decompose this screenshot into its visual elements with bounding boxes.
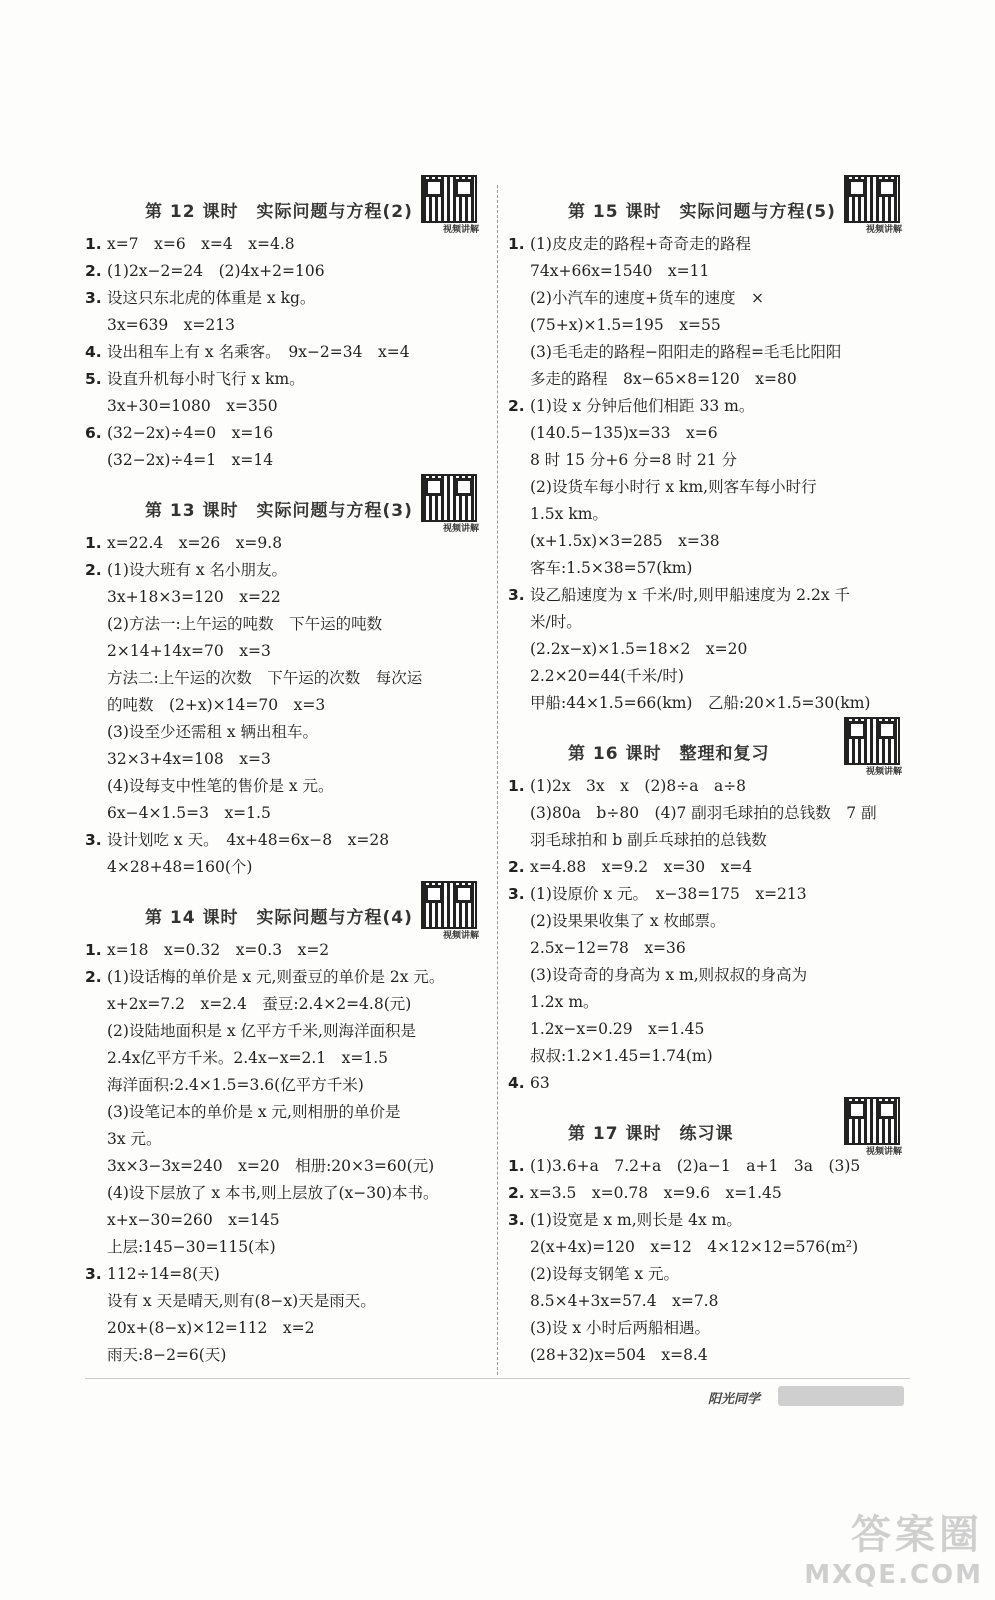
answer-text: x=7 x=6 x=4 x=4.8 [107,235,295,253]
answer-line [508,1153,908,1180]
qr-caption: 视频讲解 [865,225,902,235]
brand-badge [778,1386,904,1406]
answer-line [85,854,485,881]
qr-caption: 视频讲解 [865,1147,902,1157]
answer-line [85,827,485,854]
lesson-title: 第 16 课时 整理和复习 [568,744,770,764]
lesson-header [508,1097,908,1157]
qr-code-icon[interactable] [421,474,477,522]
lesson-header [508,175,908,235]
answer-line [508,1016,908,1043]
right-column [508,175,908,1369]
answer-line [508,393,908,420]
answer-line [508,773,908,800]
answer-text: (2)设货车每小时行 x km,则客车每小时行 [530,478,817,496]
answer-line [85,746,485,773]
qr-code-icon[interactable] [844,717,900,765]
lesson-header [85,474,485,534]
question-number: 3. [508,586,525,604]
answer-text: 3x=639 x=213 [107,316,235,334]
answer-text: x=22.4 x=26 x=9.8 [107,534,283,552]
lesson-header [508,717,908,777]
question-number: 1. [508,235,525,253]
question-number: 3. [508,1211,525,1229]
answer-line [508,555,908,582]
answer-text: (3)80a b÷80 (4)7 副羽毛球拍的总钱数 7 副 [530,804,877,822]
answer-line [508,582,908,609]
answer-text: x=18 x=0.32 x=0.3 x=2 [107,941,330,959]
answer-text: (2)小汽车的速度+货车的速度 × [530,289,764,307]
lesson-header [85,881,485,941]
answer-text: 方法二:上午运的次数 下午运的次数 每次运 [107,669,423,687]
question-number: 3. [85,289,102,307]
answer-line [85,1234,485,1261]
answer-line [85,1018,485,1045]
answer-text: (1)设 x 分钟后他们相距 33 m。 [530,397,755,415]
answer-text: 雨天:8−2=6(天) [107,1346,227,1364]
answer-text: (2)设果果收集了 x 枚邮票。 [530,912,726,930]
answer-text: (140.5−135)x=33 x=6 [530,424,718,442]
lesson-section [85,175,485,474]
answer-text: 3x 元。 [107,1130,162,1148]
answer-text: 32×3+4x=108 x=3 [107,750,271,768]
answer-text: (4)设下层放了 x 本书,则上层放了(x−30)本书。 [107,1184,439,1202]
answer-text: 20x+(8−x)×12=112 x=2 [107,1319,315,1337]
answer-text: (2)设每支钢笔 x 元。 [530,1265,680,1283]
answer-text: 6x−4×1.5=3 x=1.5 [107,804,271,822]
answer-text: 3x×3−3x=240 x=20 相册:20×3=60(元) [107,1157,435,1175]
answer-text: 2(x+4x)=120 x=12 4×12×12=576(m²) [530,1238,859,1256]
lesson-section [508,717,908,1097]
answer-line [85,1288,485,1315]
answer-text: (75+x)×1.5=195 x=55 [530,316,721,334]
answer-line [85,1099,485,1126]
answer-line [508,285,908,312]
answer-line [508,1342,908,1369]
answer-line [508,339,908,366]
answer-line [508,989,908,1016]
answer-text: (1)2x 3x x (2)8÷a a÷8 [530,777,747,795]
answer-text: 2.5x−12=78 x=36 [530,939,686,957]
answer-line [508,1288,908,1315]
answer-text: x+x−30=260 x=145 [107,1211,280,1229]
answer-text: 设计划吃 x 天。 4x+48=6x−8 x=28 [107,831,390,849]
answer-text: 海洋面积:2.4×1.5=3.6(亿平方千米) [107,1076,364,1094]
question-number: 2. [508,858,525,876]
lesson-section [508,175,908,717]
answer-line [85,1126,485,1153]
answer-text: (1)设原价 x 元。 x−38=175 x=213 [530,885,807,903]
answer-text: 63 [530,1074,550,1092]
answer-line [508,366,908,393]
question-number: 2. [85,561,102,579]
answer-text: (3)设奇奇的身高为 x m,则叔叔的身高为 [530,966,808,984]
answer-text: 米/时。 [530,613,582,631]
answer-text: (3)毛毛走的路程−阳阳走的路程=毛毛比阳阳 [530,343,842,361]
answer-text: x=4.88 x=9.2 x=30 x=4 [530,858,753,876]
answer-text: 甲船:44×1.5=66(km) 乙船:20×1.5=30(km) [530,694,871,712]
answer-line [85,1342,485,1369]
answer-line [508,908,908,935]
answer-line [85,447,485,474]
question-number: 1. [508,777,525,795]
lesson-section [85,474,485,881]
lesson-title: 第 12 课时 实际问题与方程(2) [145,202,413,222]
answer-line [85,530,485,557]
question-number: 3. [85,1265,102,1283]
answer-line [85,1315,485,1342]
answer-line [508,962,908,989]
answer-text: 多走的路程 8x−65×8=120 x=80 [530,370,797,388]
column-divider [497,185,498,1375]
qr-code-icon[interactable] [421,175,477,223]
answer-line [85,1045,485,1072]
answer-line [508,636,908,663]
answer-line [508,420,908,447]
answer-text: 2.4x亿平方千米。2.4x−x=2.1 x=1.5 [107,1049,389,1067]
answer-text: 2×14+14x=70 x=3 [107,642,271,660]
answer-text: 羽毛球拍和 b 副乒乓球拍的总钱数 [530,831,767,849]
lesson-header [85,175,485,235]
watermark-logo: 答案圈 [851,1512,983,1558]
answer-text: (1)3.6+a 7.2+a (2)a−1 a+1 3a (3)5 [530,1157,861,1175]
answer-line [508,258,908,285]
footer-rule [85,1378,910,1379]
answer-line [508,474,908,501]
question-number: 2. [508,397,525,415]
question-number: 2. [85,968,102,986]
answer-line [85,773,485,800]
answer-text: (1)设大班有 x 名小朋友。 [107,561,288,579]
answer-text: (1)设话梅的单价是 x 元,则蚕豆的单价是 2x 元。 [107,968,445,986]
answer-text: x+2x=7.2 x=2.4 蚕豆:2.4×2=4.8(元) [107,995,412,1013]
answer-line [85,366,485,393]
answer-text: (x+1.5x)×3=285 x=38 [530,532,720,550]
answer-text: 上层:145−30=115(本) [107,1238,276,1256]
answer-line [508,1043,908,1070]
answer-line [85,800,485,827]
answer-line [85,1180,485,1207]
lesson-section [508,1097,908,1369]
answer-line [85,719,485,746]
answer-line [508,1261,908,1288]
answer-text: 叔叔:1.2×1.45=1.74(m) [530,1047,713,1065]
answer-line [85,991,485,1018]
lesson-title: 第 13 课时 实际问题与方程(3) [145,501,413,521]
answer-line [85,285,485,312]
qr-code-icon[interactable] [844,1097,900,1145]
answer-text: 客车:1.5×38=57(km) [530,559,693,577]
answer-text: 的吨数 (2+x)×14=70 x=3 [107,696,326,714]
qr-caption: 视频讲解 [865,767,902,777]
answer-line [85,312,485,339]
watermark-url: MXQE.COM [804,1560,983,1590]
answer-line [85,557,485,584]
answer-line [508,528,908,555]
answer-text: 1.2x m。 [530,993,599,1011]
question-number: 1. [85,235,102,253]
answer-line [508,1207,908,1234]
answer-text: (2.2x−x)×1.5=18×2 x=20 [530,640,748,658]
answer-text: 设出租车上有 x 名乘客。 9x−2=34 x=4 [107,343,410,361]
answer-line [508,1180,908,1207]
answer-text: 1.5x km。 [530,505,608,523]
qr-caption: 视频讲解 [442,524,479,534]
qr-code-icon[interactable] [421,881,477,929]
question-number: 1. [508,1157,525,1175]
question-number: 4. [85,343,102,361]
answer-line [85,393,485,420]
answer-line [85,638,485,665]
left-column [85,175,485,1369]
question-number: 2. [85,262,102,280]
answer-line [85,665,485,692]
lesson-title: 第 17 课时 练习课 [568,1124,734,1144]
answer-text: (4)设每支中性笔的售价是 x 元。 [107,777,334,795]
question-number: 2. [508,1184,525,1202]
answer-text: x=3.5 x=0.78 x=9.6 x=1.45 [530,1184,782,1202]
question-number: 1. [85,941,102,959]
answer-text: 3x+18×3=120 x=22 [107,588,281,606]
qr-caption: 视频讲解 [442,225,479,235]
brand-logo: 阳光同学 [708,1392,761,1407]
question-number: 3. [85,831,102,849]
answer-line [508,800,908,827]
answer-text: (32−2x)÷4=0 x=16 [107,424,274,442]
answer-line [85,231,485,258]
answer-text: 3x+30=1080 x=350 [107,397,278,415]
answer-text: 112÷14=8(天) [107,1265,220,1283]
question-number: 3. [508,885,525,903]
answer-text: (2)方法一:上午运的吨数 下午运的吨数 [107,615,383,633]
answer-line [85,964,485,991]
answer-line [508,663,908,690]
answer-line [508,447,908,474]
qr-code-icon[interactable] [844,175,900,223]
answer-line [85,692,485,719]
answer-text: (3)设笔记本的单价是 x 元,则相册的单价是 [107,1103,401,1121]
question-number: 6. [85,424,102,442]
answer-line [85,1207,485,1234]
answer-line [508,231,908,258]
answer-line [508,935,908,962]
answer-line [85,584,485,611]
qr-caption: 视频讲解 [442,931,479,941]
answer-text: (2)设陆地面积是 x 亿平方千米,则海洋面积是 [107,1022,416,1040]
answer-line [508,881,908,908]
answer-line [85,611,485,638]
answer-text: 设乙船速度为 x 千米/时,则甲船速度为 2.2x 千 [530,586,850,604]
answer-line [508,1070,908,1097]
answer-text: 1.2x−x=0.29 x=1.45 [530,1020,705,1038]
question-number: 5. [85,370,102,388]
answer-line [85,1261,485,1288]
answer-line [85,258,485,285]
answer-line [85,1153,485,1180]
watermark [804,1503,983,1590]
answer-text: 8.5×4+3x=57.4 x=7.8 [530,1292,719,1310]
answer-text: 设有 x 天是晴天,则有(8−x)天是雨天。 [107,1292,376,1310]
answer-line [508,1234,908,1261]
question-number: 4. [508,1074,525,1092]
answer-text: (3)设至少还需租 x 辆出租车。 [107,723,319,741]
answer-line [508,609,908,636]
answer-line [508,312,908,339]
answer-text: (32−2x)÷4=1 x=14 [107,451,274,469]
lesson-title: 第 15 课时 实际问题与方程(5) [568,202,836,222]
answer-text: (28+32)x=504 x=8.4 [530,1346,708,1364]
answer-text: (1)设宽是 x m,则长是 4x m。 [530,1211,742,1229]
answer-line [508,854,908,881]
answer-line [508,1315,908,1342]
answer-text: 设直升机每小时飞行 x km。 [107,370,305,388]
answer-line [85,420,485,447]
question-number: 1. [85,534,102,552]
answer-text: (1)2x−2=24 (2)4x+2=106 [107,262,325,280]
answer-text: 设这只东北虎的体重是 x kg。 [107,289,316,307]
answer-text: 8 时 15 分+6 分=8 时 21 分 [530,451,737,469]
answer-line [85,1072,485,1099]
lesson-title: 第 14 课时 实际问题与方程(4) [145,908,413,928]
answer-text: 4×28+48=160(个) [107,858,253,876]
answer-text: (1)皮皮走的路程+奇奇走的路程 [530,235,751,253]
answer-line [85,937,485,964]
lesson-section [85,881,485,1369]
answer-line [508,827,908,854]
answer-text: 74x+66x=1540 x=11 [530,262,710,280]
answer-line [508,690,908,717]
answer-line [85,339,485,366]
answer-text: 2.2×20=44(千米/时) [530,667,684,685]
answer-line [508,501,908,528]
answer-text: (3)设 x 小时后两船相遇。 [530,1319,711,1337]
